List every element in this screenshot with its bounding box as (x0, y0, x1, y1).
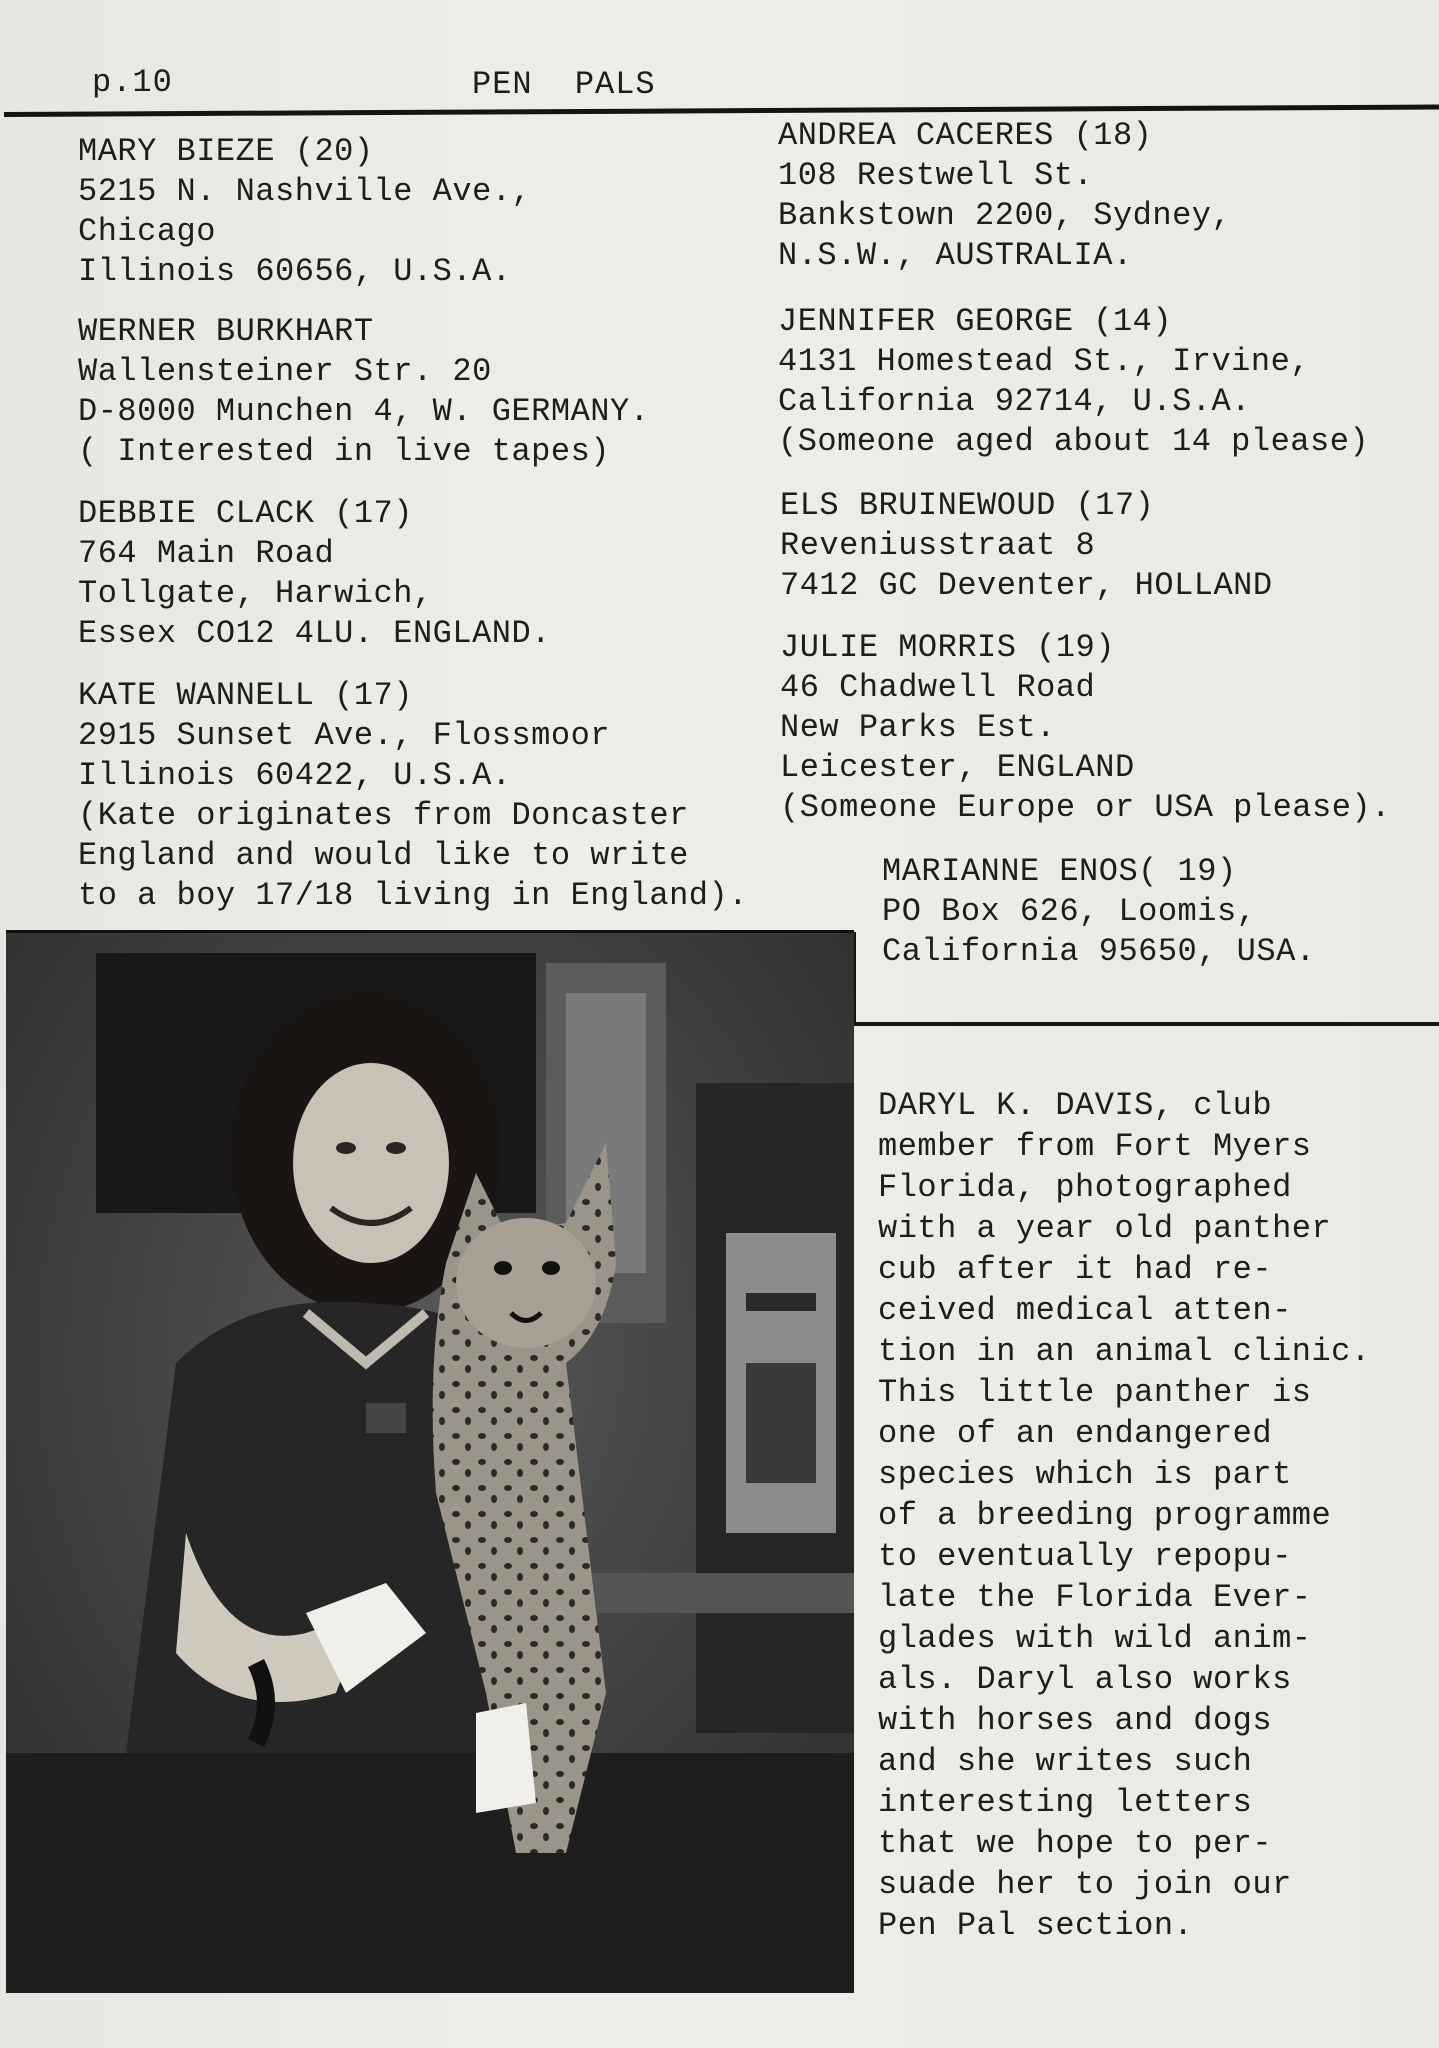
entry-line: 764 Main Road (78, 535, 335, 572)
caption-line: species which is part (878, 1456, 1292, 1493)
pen-pal-entry (778, 116, 1231, 276)
entry-name: JULIE MORRIS (19) (780, 629, 1115, 666)
pen-pal-entry (78, 132, 531, 292)
page-title: PEN PALS (472, 66, 656, 103)
pen-pal-entry (778, 302, 1369, 462)
pen-pal-entry (882, 852, 1315, 972)
caption-line: This little panther is (878, 1374, 1312, 1411)
entry-line: Wallensteiner Str. 20 (78, 353, 492, 390)
entry-line: 7412 GC Deventer, HOLLAND (780, 567, 1273, 604)
caption-line: late the Florida Ever- (878, 1579, 1312, 1616)
pen-pal-entry (78, 494, 551, 654)
entry-line: England and would like to write (78, 837, 689, 874)
entry-line: PO Box 626, Loomis, (882, 893, 1257, 930)
caption-line: suade her to join our (878, 1866, 1292, 1903)
entry-line: Chicago (78, 213, 216, 250)
entry-line: N.S.W., AUSTRALIA. (778, 237, 1133, 274)
caption-line: one of an endangered (878, 1415, 1273, 1452)
entry-line: D-8000 Munchen 4, W. GERMANY. (78, 393, 650, 430)
entry-line: Bankstown 2200, Sydney, (778, 197, 1232, 234)
caption-line: glades with wild anim- (878, 1620, 1312, 1657)
entry-line: Illinois 60422, U.S.A. (78, 757, 512, 794)
entry-line: 2915 Sunset Ave., Flossmoor (78, 717, 610, 754)
pen-pal-entry (780, 486, 1273, 606)
entry-line: 108 Restwell St. (778, 157, 1094, 194)
caption-line: with a year old panther (878, 1210, 1332, 1247)
pen-pal-entry (78, 676, 748, 916)
caption-line: als. Daryl also works (878, 1661, 1292, 1698)
caption-line: member from Fort Myers (878, 1128, 1312, 1165)
caption-line: interesting letters (878, 1784, 1253, 1821)
entry-name: JENNIFER GEORGE (14) (778, 303, 1173, 340)
caption-line: with horses and dogs (878, 1702, 1273, 1739)
pen-pal-entry (780, 628, 1391, 828)
entry-line: to a boy 17/18 living in England). (78, 877, 748, 914)
entry-line: Tollgate, Harwich, (78, 575, 433, 612)
entry-name: WERNER BURKHART (78, 313, 374, 350)
entry-line: Essex CO12 4LU. ENGLAND. (78, 615, 551, 652)
entry-line: (Someone Europe or USA please). (780, 789, 1391, 826)
entry-line: Illinois 60656, U.S.A. (78, 253, 512, 290)
page-number: p.10 (92, 64, 173, 101)
caption-line: that we hope to per- (878, 1825, 1273, 1862)
entry-name: ELS BRUINEWOUD (17) (780, 487, 1155, 524)
caption-rule (854, 1022, 1439, 1026)
entry-line: Leicester, ENGLAND (780, 749, 1135, 786)
caption-line: Florida, photographed (878, 1169, 1292, 1206)
caption-line: to eventually repopu- (878, 1538, 1292, 1575)
caption-line: of a breeding programme (878, 1497, 1332, 1534)
caption-line: ceived medical atten- (878, 1292, 1292, 1329)
entry-line: California 92714, U.S.A. (778, 383, 1251, 420)
entry-name: MARIANNE ENOS( 19) (882, 853, 1237, 890)
entry-line: 46 Chadwell Road (780, 669, 1096, 706)
entry-name: ANDREA CACERES (18) (778, 117, 1153, 154)
entry-name: KATE WANNELL (17) (78, 677, 413, 714)
entry-line: New Parks Est. (780, 709, 1056, 746)
pen-pal-entry (78, 312, 649, 472)
entry-line: Reveniusstraat 8 (780, 527, 1096, 564)
caption-line: DARYL K. DAVIS, club (878, 1087, 1273, 1124)
photograph (6, 930, 854, 1993)
entry-line: (Someone aged about 14 please) (778, 423, 1370, 460)
entry-line: California 95650, USA. (882, 933, 1316, 970)
entry-line: 5215 N. Nashville Ave., (78, 173, 532, 210)
caption-line: tion in an animal clinic. (878, 1333, 1371, 1370)
entry-line: 4131 Homestead St., Irvine, (778, 343, 1310, 380)
panther-photo-illustration (6, 933, 854, 1993)
photo-caption (878, 1085, 1371, 1946)
entry-line: (Kate originates from Doncaster (78, 797, 689, 834)
entry-name: MARY BIEZE (20) (78, 133, 374, 170)
caption-line: Pen Pal section. (878, 1907, 1194, 1944)
entry-line: ( Interested in live tapes) (78, 433, 610, 470)
caption-line: cub after it had re- (878, 1251, 1273, 1288)
caption-line: and she writes such (878, 1743, 1253, 1780)
entry-name: DEBBIE CLACK (17) (78, 495, 413, 532)
